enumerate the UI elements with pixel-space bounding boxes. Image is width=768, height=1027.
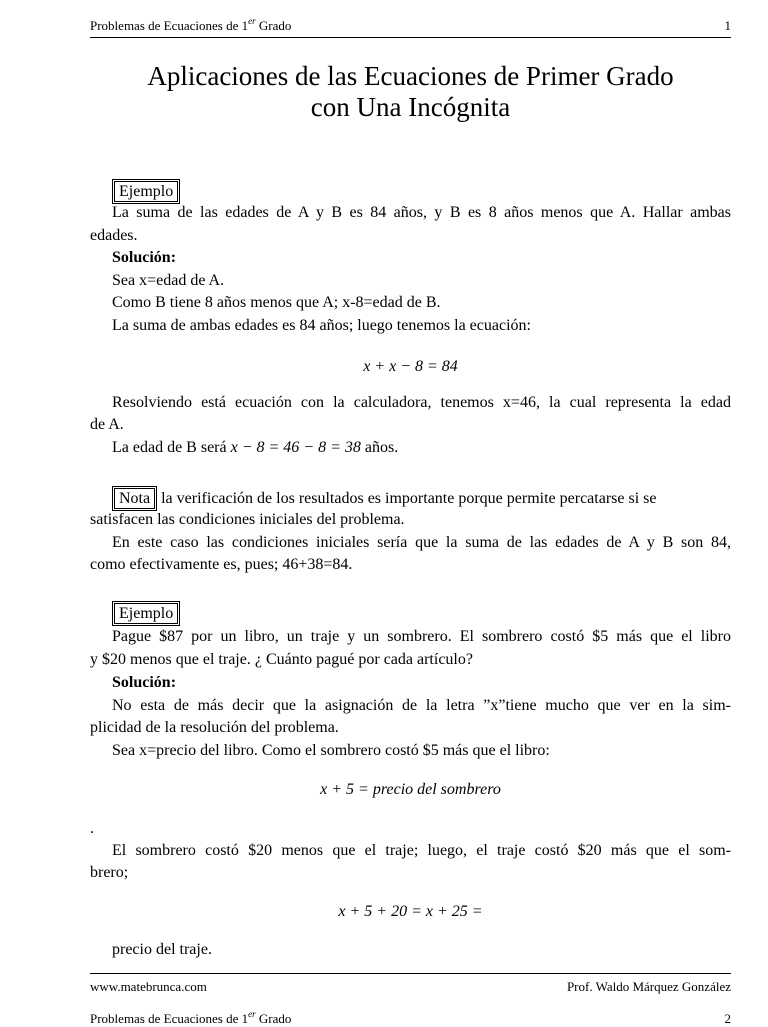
example2-solution-label (112, 672, 731, 694)
next-page-header (90, 1011, 291, 1027)
page-number: 1 (724, 18, 731, 33)
example2-equation2: x + 5 + 20 = x + 25 = (338, 903, 483, 920)
example1-problem-line1: La suma de las edades de A y B es 84 años, y B es 8 años menos que A. Hallar ambas (112, 204, 731, 221)
stray-dot: . (90, 820, 94, 837)
example2-step4: precio del traje. (112, 941, 212, 958)
next-header-title-suffix: Grado (255, 1011, 292, 1026)
next-header-sup: er (248, 1009, 256, 1019)
example2-step2: Sea x=precio del libro. Como el sombrero costó $5 más que el libro: (112, 742, 550, 759)
solution-label: Solución: (112, 249, 177, 266)
next-header-title: Problemas de Ecuaciones de 1 (90, 1011, 249, 1026)
example2-step3-line1: El sombrero costó $20 menos que el traje; luego, el traje costó $20 más que el som- (112, 842, 731, 859)
step5-prefix: La edad de B será (112, 439, 231, 456)
header-title-suffix: Grado (255, 18, 292, 33)
example1-step3: La suma de ambas edades es 84 años; luego tenemos la ecuación: (112, 317, 531, 334)
step5-suffix: años. (360, 439, 399, 456)
example1-solution-label (112, 247, 731, 269)
example1-label-box (112, 179, 180, 204)
example2-step1-line1: No esta de más decir que la asignación de la letra ”x”tiene mucho que ver en la sim- (112, 697, 731, 714)
example1-label: Ejemplo (114, 181, 178, 202)
example1-problem-line2: edades. (90, 227, 138, 244)
note-line4: como efectivamente es, pues; 46+38=84. (90, 556, 353, 573)
example1-equation: x + x − 8 = 84 (363, 358, 458, 375)
example2-label-box (112, 601, 180, 626)
example2-step3-line2: brero; (90, 864, 129, 881)
example2-equation1: x + 5 = precio del sombrero (320, 781, 501, 798)
solution-label-2: Solución: (112, 674, 177, 691)
note-label: Nota (114, 488, 155, 509)
footer-author: Prof. Waldo Márquez González (566, 979, 731, 994)
footer-website: www.matebrunca.com (90, 979, 207, 994)
example2-problem-line2: y $20 menos que el traje. ¿ Cuánto pagué por cada artículo? (90, 651, 473, 668)
example2-step1-line2: plicidad de la resolución del problema. (90, 719, 339, 736)
header-rule (90, 37, 731, 38)
title-line2: con Una Incógnita (310, 92, 511, 122)
note-line1 (112, 486, 731, 511)
example1-step2: Como B tiene 8 años menos que A; x-8=edad de B. (112, 294, 441, 311)
step5-math: x − 8 = 46 − 8 = 38 (230, 439, 361, 456)
example2-label: Ejemplo (114, 603, 178, 624)
example1-step1: Sea x=edad de A. (112, 272, 225, 289)
example2-problem-line1: Pague $87 por un libro, un traje y un sombrero. El sombrero costó $5 más que el libro (112, 628, 731, 645)
header-sup: er (248, 16, 256, 26)
example1-step4-line1: Resolviendo está ecuación con la calculadora, tenemos x=46, la cual representa la edad (112, 394, 731, 411)
running-header (90, 18, 291, 34)
note-line3: En este caso las condiciones iniciales sería que la suma de las edades de A y B son 84, (112, 534, 731, 551)
note-line2: satisfacen las condiciones iniciales del problema. (90, 511, 405, 528)
header-title: Problemas de Ecuaciones de 1 (90, 18, 249, 33)
example1-step5 (112, 437, 731, 459)
footer-rule (90, 973, 731, 974)
next-page-number: 2 (724, 1011, 731, 1026)
note-text-line1: la verificación de los resultados es importante porque permite percatarse si se (157, 490, 657, 507)
page-title (90, 61, 731, 123)
title-line1: Aplicaciones de las Ecuaciones de Primer Grado (147, 61, 674, 91)
example1-step4-line2: de A. (90, 416, 124, 433)
